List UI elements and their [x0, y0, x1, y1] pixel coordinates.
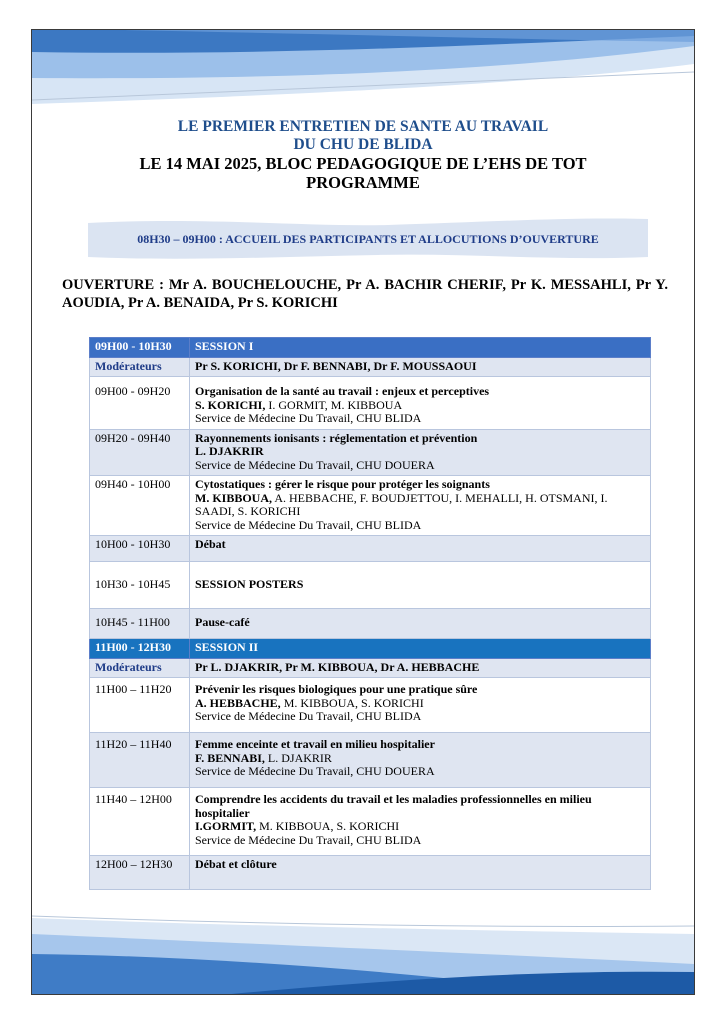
session-time: 09H00 - 10H30 — [90, 338, 190, 358]
closing-row — [90, 856, 651, 890]
talk-lead-author: M. KIBBOUA, — [195, 490, 273, 505]
talk-row — [90, 733, 651, 788]
talk-details — [190, 429, 651, 476]
coffee-break-label: Pause-café — [190, 609, 651, 639]
program-table — [89, 337, 651, 890]
talk-lead-author: S. KORICHI, — [195, 397, 266, 412]
talk-lead-author: I.GORMIT, — [195, 819, 257, 833]
talk-row — [90, 476, 651, 536]
welcome-banner-text: 08H30 – 09H00 : ACCUEIL DES PARTICIPANTS ET ALLOCUTIONS D’OUVERTURE — [137, 231, 599, 246]
coffee-break-time: 10H45 - 11H00 — [90, 609, 190, 639]
talk-title: Comprendre les accidents du travail et les maladies professionnelles en milieu hospitalier — [195, 792, 592, 820]
talk-service: Service de Médecine Du Travail, CHU DOUERA — [195, 764, 435, 778]
talk-lead-author: A. HEBBACHE, — [195, 695, 281, 710]
talk-title: Rayonnements ionisants : réglementation et prévention — [195, 430, 478, 445]
talk-time: 11H00 – 11H20 — [90, 678, 190, 733]
event-title-line1: LE PREMIER ENTRETIEN DE SANTE AU TRAVAIL — [177, 118, 549, 135]
bottom-wave-decoration — [32, 912, 694, 994]
debate-time: 10H00 - 10H30 — [90, 536, 190, 562]
talk-service: Service de Médecine Du Travail, CHU BLIDA — [195, 832, 422, 847]
talk-details — [190, 377, 651, 430]
welcome-banner — [88, 217, 648, 261]
talk-details — [190, 733, 651, 788]
talk-title: Organisation de la santé au travail : enjeux et perceptives — [195, 384, 490, 398]
talk-service: Service de Médecine Du Travail, CHU BLIDA — [195, 411, 422, 425]
program-heading: PROGRAMME — [306, 173, 420, 192]
talk-time: 09H20 - 09H40 — [90, 429, 190, 476]
moderators-names: Pr L. DJAKRIR, Pr M. KIBBOUA, Dr A. HEBBACHE — [190, 658, 651, 678]
session-title: SESSION I — [190, 338, 651, 358]
talk-title: Prévenir les risques biologiques pour une pratique sûre — [195, 682, 478, 696]
top-wave-decoration — [32, 30, 694, 110]
talk-service: Service de Médecine Du Travail, CHU BLIDA — [195, 517, 422, 532]
talk-details — [190, 678, 651, 733]
closing-label: Débat et clôture — [190, 856, 651, 890]
session-header-row — [90, 338, 651, 358]
posters-time: 10H30 - 10H45 — [90, 562, 190, 609]
event-title-line2: DU CHU DE BLIDA — [293, 136, 433, 153]
talk-title: Cytostatiques : gérer le risque pour protéger les soignants — [195, 477, 490, 491]
moderators-label: Modérateurs — [90, 357, 190, 377]
moderators-names: Pr S. KORICHI, Dr F. BENNABI, Dr F. MOUSSAOUI — [190, 357, 651, 377]
moderators-row — [90, 357, 651, 377]
posters-row — [90, 562, 651, 609]
talk-row — [90, 678, 651, 733]
posters-label: SESSION POSTERS — [190, 562, 651, 609]
talk-coauthors: I. GORMIT, M. KIBBOUA — [265, 397, 403, 412]
session-time: 11H00 - 12H30 — [90, 639, 190, 659]
talk-title: Femme enceinte et travail en milieu hospitalier — [195, 737, 435, 751]
talk-lead-author: F. BENNABI, — [195, 750, 265, 765]
talk-service: Service de Médecine Du Travail, CHU BLIDA — [195, 709, 422, 723]
talk-coauthors: L. DJAKRIR — [264, 750, 332, 765]
talk-details — [190, 788, 651, 856]
talk-service: Service de Médecine Du Travail, CHU DOUERA — [195, 457, 435, 472]
talk-details — [190, 476, 651, 536]
moderators-label: Modérateurs — [90, 658, 190, 678]
talk-time: 11H20 – 11H40 — [90, 733, 190, 788]
talk-row — [90, 429, 651, 476]
talk-row — [90, 377, 651, 430]
talk-time: 11H40 – 12H00 — [90, 788, 190, 856]
talk-coauthors: M. KIBBOUA, S. KORICHI — [280, 695, 424, 710]
talk-coauthors: M. KIBBOUA, S. KORICHI — [256, 819, 400, 833]
moderators-row — [90, 658, 651, 678]
debate-row — [90, 536, 651, 562]
opening-speakers: OUVERTURE : Mr A. BOUCHELOUCHE, Pr A. BACHIR CHERIF, Pr K. MESSAHLI, Pr Y. AOUDIA, Pr A. BENAIDA, Pr S. KORICHI — [62, 277, 668, 311]
talk-time: 09H40 - 10H00 — [90, 476, 190, 536]
session-header-row — [90, 639, 651, 659]
talk-coauthors: A. HEBBACHE, F. BOUDJETTOU, I. MEHALLI, H. OTSMANI, I. SAADI, S. KORICHI — [195, 490, 608, 518]
coffee-break-row — [90, 609, 651, 639]
talk-lead-author: L. DJAKRIR — [195, 444, 264, 458]
event-date-venue: LE 14 MAI 2025, BLOC PEDAGOGIQUE DE L’EHS DE TOT — [139, 154, 587, 173]
document-page — [31, 29, 695, 995]
closing-time: 12H00 – 12H30 — [90, 856, 190, 890]
debate-label: Débat — [190, 536, 651, 562]
session-title: SESSION II — [190, 639, 651, 659]
talk-row — [90, 788, 651, 856]
title-block — [32, 118, 694, 192]
talk-time: 09H00 - 09H20 — [90, 377, 190, 430]
